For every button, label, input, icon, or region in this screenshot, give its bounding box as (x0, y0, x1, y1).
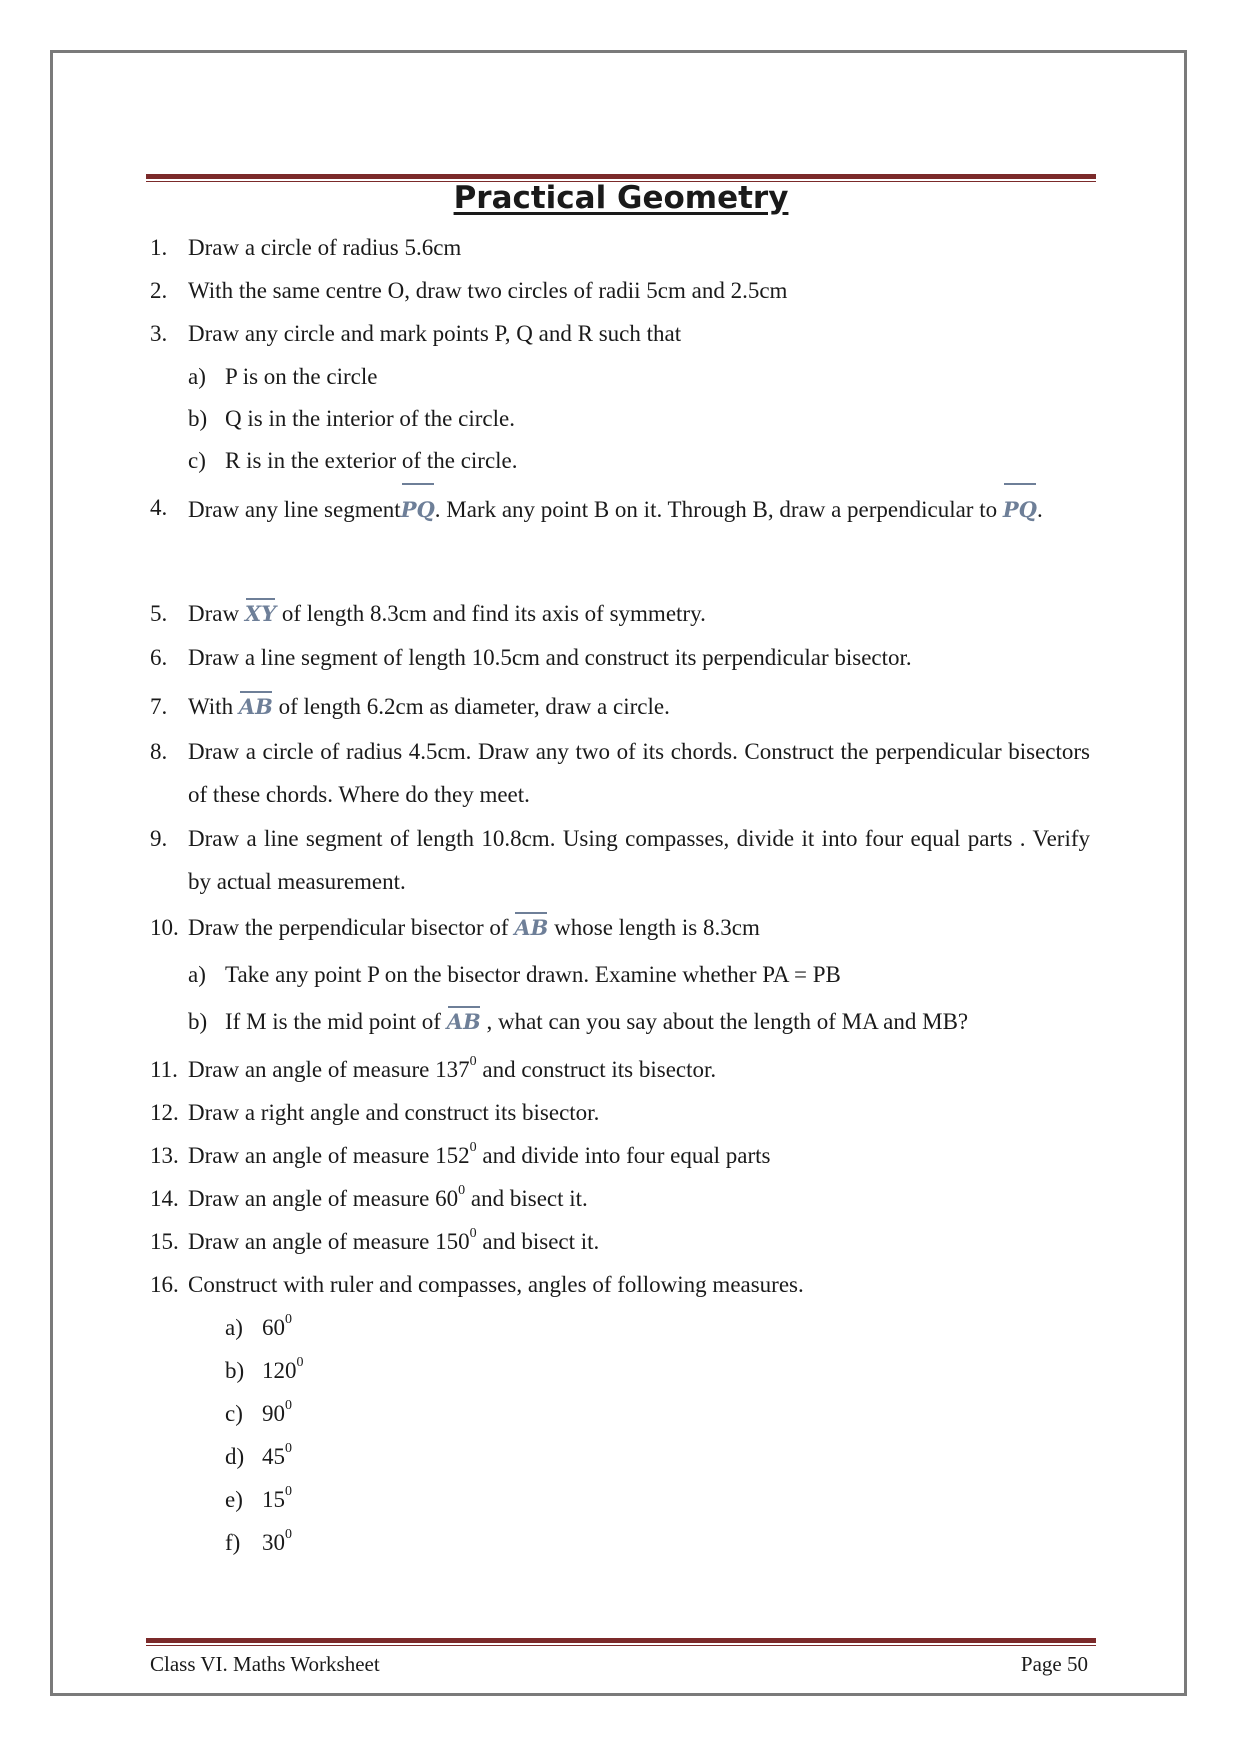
question-13: 13. Draw an angle of measure $152^0$ and divide into four equal parts (150, 1140, 771, 1168)
question-11: 11. Draw an angle of measure $137^0$ and construct its bisector. (150, 1054, 717, 1082)
segment-pq: PQ (401, 482, 435, 536)
question-6: 6. Draw a line segment of length 10.5cm and construct its perpendicular bisector. (150, 645, 912, 670)
question-10-sub-b: b) If M is the mid point of AB , what can you say about the length of MA and MB? (188, 1005, 968, 1037)
segment-ab: AB (447, 1005, 481, 1037)
footer-class-label: Class VI. Maths Worksheet (150, 1652, 380, 1676)
question-9: 9. Draw a line segment of length 10.8cm. Using compasses, divide it into four equal parts . Verify by actual measurement. (150, 826, 1090, 894)
question-16-sub-a: a) $60^0$ (225, 1312, 292, 1340)
footer-page-number: Page 50 (1020, 1652, 1088, 1676)
question-2: 2. With the same centre O, draw two circles of radii 5cm and 2.5cm (150, 278, 788, 303)
question-16-sub-f: f) $30^0$ (225, 1527, 292, 1555)
page-title: Practical Geometry (453, 180, 789, 216)
question-15: 15. Draw an angle of measure $150^0$ and bisect it. (150, 1226, 600, 1254)
question-16: 16. Construct with ruler and compasses, angles of following measures. (150, 1272, 804, 1297)
question-16-sub-e: e) $15^0$ (225, 1484, 292, 1512)
question-14: 14. Draw an angle of measure $60^0$ and bisect it. (150, 1183, 588, 1211)
question-3-sub-c: c) R is in the exterior of the circle. (188, 448, 518, 473)
question-7: 7. With AB of length 6.2cm as diameter, draw a circle. (150, 690, 670, 722)
question-5: 5. Draw XY of length 8.3cm and find its axis of symmetry. (150, 597, 706, 629)
question-1: 1. Draw a circle of radius 5.6cm (150, 235, 462, 260)
question-10: 10. Draw the perpendicular bisector of AB whose length is 8.3cm (150, 911, 760, 943)
question-16-sub-c: c) $90^0$ (225, 1398, 292, 1426)
segment-pq: PQ (1003, 482, 1037, 536)
question-16-sub-b: b) $120^0$ (225, 1355, 304, 1383)
question-3-sub-b: b) Q is in the interior of the circle. (188, 406, 515, 431)
segment-xy: XY (245, 597, 276, 629)
question-3-sub-a: a) P is on the circle (188, 364, 378, 389)
question-16-sub-d: d) $45^0$ (225, 1441, 292, 1469)
footer-rule (146, 1638, 1096, 1646)
segment-ab: AB (514, 911, 548, 943)
question-4: 4. Draw any line segmentPQ. Mark any point B on it. Through B, draw a perpendicular to PQ. (150, 493, 1090, 536)
question-8: 8. Draw a circle of radius 4.5cm. Draw any two of its chords. Construct the perpendicular bisectors of these chords. Where do they meet. (150, 739, 1090, 807)
question-3: 3. Draw any circle and mark points P, Q and R such that (150, 321, 682, 346)
question-10-sub-a: a) Take any point P on the bisector drawn. Examine whether PA = PB (188, 962, 841, 987)
segment-ab: AB (239, 690, 273, 722)
question-12: 12. Draw a right angle and construct its bisector. (150, 1100, 600, 1125)
